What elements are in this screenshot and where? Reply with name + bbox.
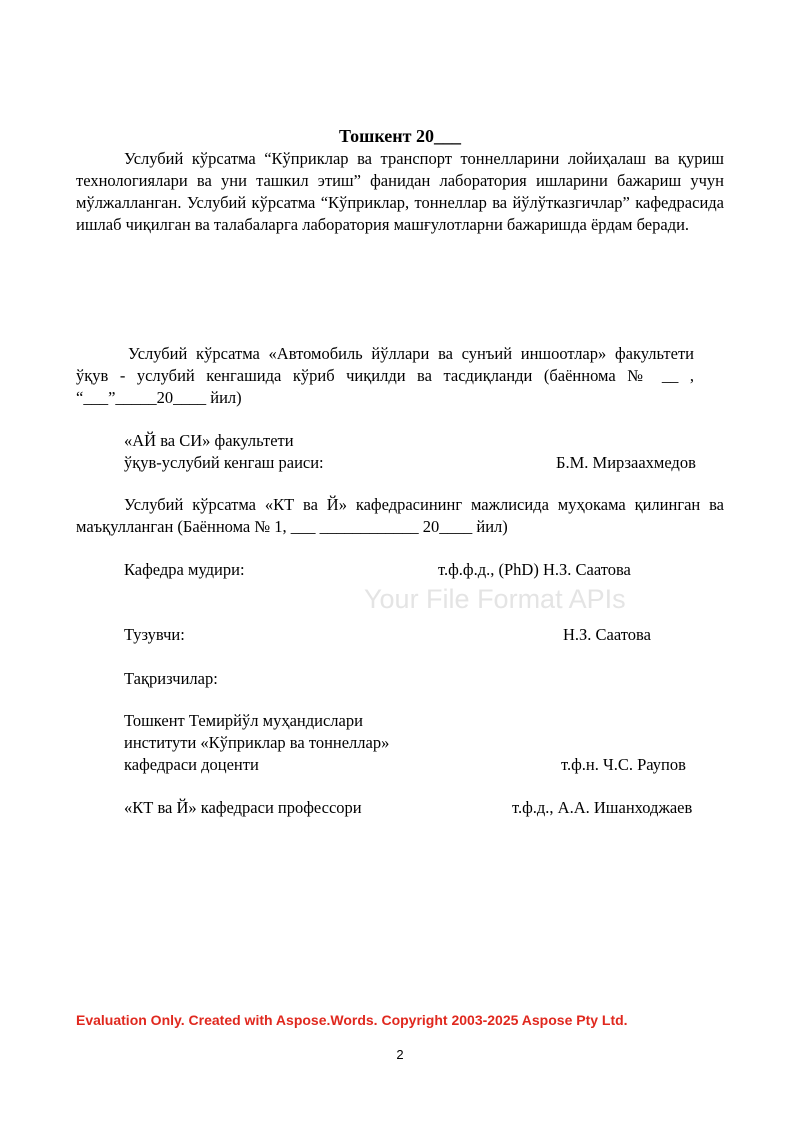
head-label: Кафедра мудири:	[124, 560, 245, 579]
approval-text: Услубий кўрсатма «Автомобиль йўллари ва сунъий иншоотлар» факультети ўқув - услубий кенгашида кўриб чиқилди ва тасдиқланди (баённома № __ , “___”_____20____ йил)	[76, 344, 694, 407]
department-meeting-paragraph	[76, 494, 724, 538]
watermark-text: Your File Format APIs	[364, 584, 626, 614]
reviewer1-line1: Тошкент Темирйўл муҳандислари	[124, 711, 363, 730]
reviewers-label: Тақризчилар:	[124, 669, 218, 688]
reviewer2-label: «КТ ва Й» кафедраси профессори	[124, 798, 362, 817]
intro-paragraph	[76, 148, 724, 236]
reviewer1-line2: институти «Кўприклар ва тоннеллар»	[124, 733, 390, 752]
compiler-name: Н.З. Саатова	[563, 625, 651, 644]
council-chair-name: Б.М. Мирзаахмедов	[556, 453, 696, 472]
council-faculty-line: «АЙ ва СИ» факультети	[124, 431, 294, 450]
reviewer1-name: т.ф.н. Ч.С. Раупов	[561, 755, 686, 774]
compiler-label: Тузувчи:	[124, 625, 185, 644]
page-title: Тошкент 20___	[338, 126, 462, 146]
head-name: т.ф.ф.д., (PhD) Н.З. Саатова	[438, 560, 631, 579]
department-meeting-text: Услубий кўрсатма «КТ ва Й» кафедрасининг мажлисида муҳокама қилинган ва маъқулланган (Баённома № 1, ___ ____________ 20____ йил)	[76, 495, 724, 536]
evaluation-notice: Evaluation Only. Created with Aspose.Words. Copyright 2003-2025 Aspose Pty Ltd.	[76, 1012, 628, 1028]
intro-text: Услубий кўрсатма “Кўприклар ва транспорт тоннелларини лойиҳалаш ва қуриш технологиялари ва уни ташкил этиш” фанидан лаборатория ишларини бажариш учун мўлжалланган. Услубий кўрсатма “Кўприклар, тоннеллар ва йўлўтказгичлар” кафедрасида ишлаб чиқилган ва талабаларга лаборатория машғулотларни бажаришда ёрдам беради.	[76, 149, 724, 234]
reviewer2-name: т.ф.д., А.А. Ишанходжаев	[512, 798, 693, 817]
reviewer1-line3: кафедраси доценти	[124, 755, 259, 774]
council-chair-label: ўқув-услубий кенгаш раиси:	[124, 453, 324, 472]
page-number: 2	[396, 1047, 404, 1062]
approval-paragraph	[76, 343, 694, 409]
